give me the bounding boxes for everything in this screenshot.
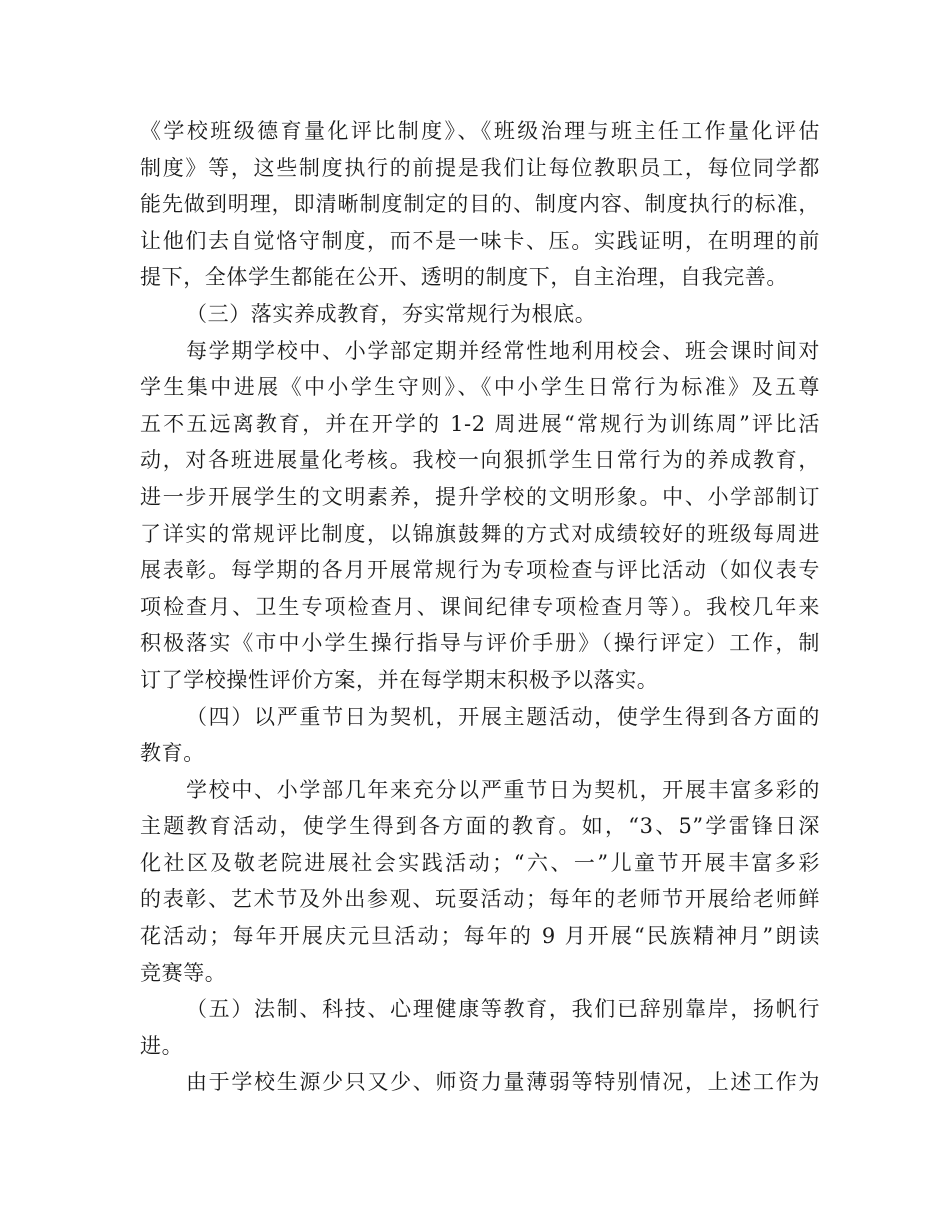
text-line: 展表彰。每学期的各月开展常规行为专项检查与评比活动（如仪表专 [140,558,820,583]
text-line: 学生集中进展《中小学生守则》、《中小学生日常行为标准》及五尊 [140,375,820,400]
section-heading-4: （四）以严重节日为契机，开展主题活动，使学生得到各方面的 [186,704,820,729]
text-line: 的表彰、艺术节及外出参观、玩耍活动；每年的老师节开展给老师鲜 [140,887,820,912]
text-line: 竞赛等。 [140,960,227,985]
text-line: 提下，全体学生都能在公开、透明的制度下，自主治理，自我完善。 [140,265,788,290]
body-text [140,113,820,1101]
text-line: 了详实的常规评比制度，以锦旗鼓舞的方式对成绩较好的班级每周进 [140,521,820,546]
text-line: 积极落实《市中小学生操行指导与评价手册》（操行评定）工作，制 [140,631,820,656]
text-line: 化社区及敬老院进展社会实践活动；“六、一”儿童节开展丰富多彩 [140,850,820,875]
section-heading-5-cont: 进。 [140,1033,184,1058]
text-line: 五不五远离教育，并在开学的 1-2 周进展“常规行为训练周”评比活 [140,411,820,436]
text-line: 项检查月、卫生专项检查月、课间纪律专项检查月等）。我校几年来 [140,594,820,619]
text-line: 进一步开展学生的文明素养，提升学校的文明形象。中、小学部制订 [140,484,820,509]
text-line: 动，对各班进展量化考核。我校一向狠抓学生日常行为的养成教育， [140,448,820,473]
text-line: 订了学校操性评价方案，并在每学期末积极予以落实。 [140,667,659,692]
section-heading-4-cont: 教育。 [140,741,205,766]
section-heading-3: （三）落实养成教育，夯实常规行为根底。 [186,301,597,326]
text-line: 学校中、小学部几年来充分以严重节日为契机，开展丰富多彩的 [186,777,820,802]
text-line: 主题教育活动，使学生得到各方面的教育。如，“3、5”学雷锋日深 [140,814,820,839]
text-line: 《学校班级德育量化评比制度》、《班级治理与班主任工作量化评估 [140,119,820,143]
section-heading-5: （五）法制、科技、心理健康等教育，我们已辞别靠岸，扬帆行 [186,997,820,1022]
text-line: 由于学校生源少只又少、师资力量薄弱等特别情况，上述工作为 [186,1070,820,1095]
text-line: 每学期学校中、小学部定期并经常性地利用校会、班会课时间对 [186,338,820,363]
text-line: 能先做到明理，即清晰制度制定的目的、制度内容、制度执行的标准， [140,192,820,217]
text-line: 花活动；每年开展庆元旦活动；每年的 9 月开展“民族精神月”朗读 [140,924,820,949]
text-line: 让他们去自觉恪守制度，而不是一味卡、压。实践证明，在明理的前 [140,228,820,253]
text-line: 制度》等，这些制度执行的前提是我们让每位教职员工，每位同学都 [140,155,820,180]
